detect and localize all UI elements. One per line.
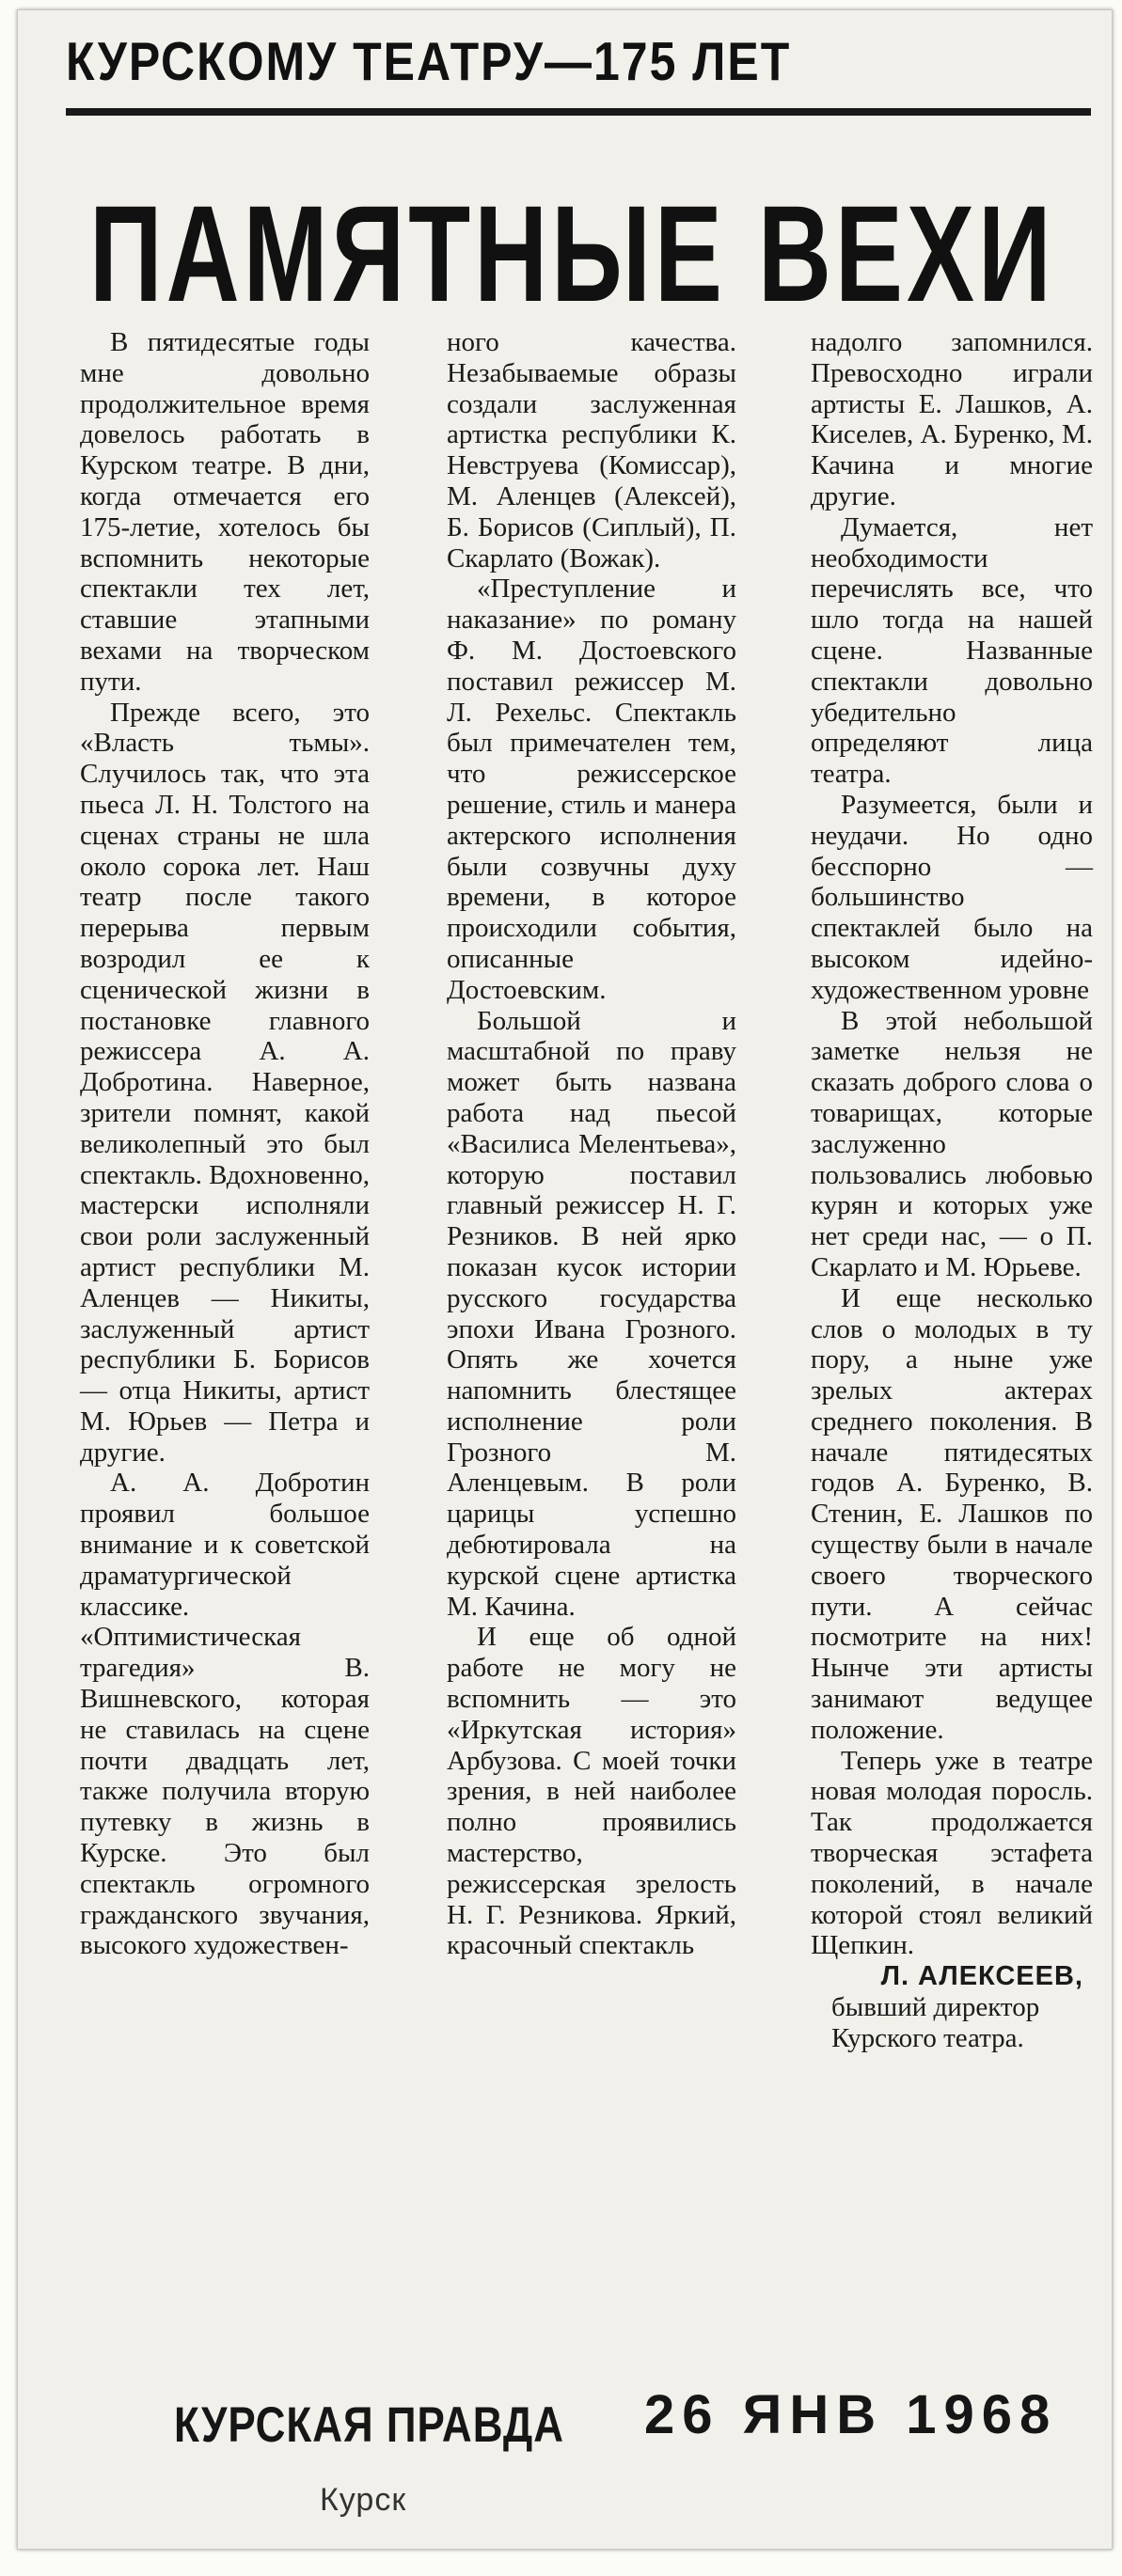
- paragraph: В пятидесятые годы мне довольно продолжительное время довелось работать в Курском театре. В дни, когда отмечается его 175-летие, хотелось бы вспомнить некоторые спектакли тех лет, ставшие этапными вехами на творческом пути.: [80, 327, 370, 697]
- article-column-2: [447, 327, 736, 1961]
- author-name: Л. АЛЕКСЕЕВ,: [880, 1961, 1083, 1992]
- paragraph: Теперь уже в театре новая молодая поросль. Так продолжается творческая эстафета поколений, в начале которой стоял великий Щепкин.: [811, 1745, 1093, 1961]
- paragraph: Большой и масштабной по праву может быть названа работа над пьесой «Василиса Мелентьева», которую поставил главный режиссер Н. Г. Резников. В ней ярко показан кусок истории русского государства эпохи Ивана Грозного. Опять же хочется напомнить блестящее исполнение роли Грозного М. Аленцевым. В роли царицы успешно дебютировала на курской сцене артистка М. Качина.: [447, 1005, 736, 1622]
- date-stamp: 26 ЯНВ 1968: [644, 2384, 1058, 2445]
- paragraph: И еще об одной работе не могу не вспомнить — это «Иркутская история» Арбузова. С моей точки зрения, в ней наиболее полно проявились мастерство, режиссерская зрелость Н. Г. Резникова. Яркий, красочный спектакль: [447, 1622, 736, 1961]
- article-column-1: [80, 327, 370, 1961]
- paragraph: надолго запомнился. Превосходно играли артисты Е. Лашков, А. Киселев, А. Буренко, М. Качина и многие другие.: [811, 327, 1093, 511]
- headline: ПАМЯТНЫЕ ВЕХИ: [89, 176, 1055, 331]
- paragraph: Прежде всего, это «Власть тьмы». Случилось так, что эта пьеса Л. Н. Толстого на сценах страны не шла около сорока лет. Наш театр после такого перерыва первым возродил ее к сценической жизни в постановке главного режиссера А. А. Добротина. Наверное, зрители помнят, какой великолепный это был спектакль. Вдохновенно, мастерски исполняли свои роли заслуженный артист республики М. Аленцев — Никиты, заслуженный артист республики Б. Борисов — отца Никиты, артист М. Юрьев — Петра и другие.: [80, 697, 371, 1468]
- paragraph: «Преступление и наказание» по роману Ф. М. Достоевского поставил режиссер М. Л. Рехельс. Спектакль был примечателен тем, что режиссерское решение, стиль и манера актерского исполнения были созвучны духу времени, в которое происходили события, описанные Достоевским.: [447, 573, 736, 1005]
- city-stamp: Курск: [320, 2482, 407, 2518]
- paragraph: В этой небольшой заметке нельзя не сказать доброго слова о товарищах, которые заслуженно пользовались любовью курян и которых уже нет среди нас, — о П. Скарлато и М. Юрьеве.: [811, 1005, 1093, 1282]
- paragraph: ного качества. Незабываемые образы создали заслуженная артистка республики К. Невструева (Комиссар), М. Аленцев (Алексей), Б. Борисов (Сиплый), П. Скарлато (Вожак).: [447, 327, 736, 573]
- paragraph: А. А. Добротин проявил большое внимание и к советской драматургической классике. «Оптимистическая трагедия» В. Вишневского, которая не ставилась на сцене почти двадцать лет, также получила вторую путевку в жизнь в Курске. Это был спектакль огромного гражданского звучания, высокого художествен-: [80, 1468, 370, 1961]
- newspaper-name-stamp: КУРСКАЯ ПРАВДА: [174, 2397, 565, 2453]
- rubric-rule: [66, 108, 1091, 116]
- article-column-3: [811, 327, 1093, 2054]
- paragraph: И еще несколько слов о молодых в ту пору, а ныне уже зрелых актерах среднего поколения. В начале пятидесятых годов А. Буренко, В. Стенин, Е. Лашков по существу были в начале своего творческого пути. А сейчас посмотрите на них! Нынче эти артисты занимают ведущее положение.: [811, 1282, 1093, 1745]
- paragraph: Разумеется, были и неудачи. Но одно бесспорно — большинство спектаклей было на высоком идейно-художественном уровне: [811, 789, 1093, 1005]
- paragraph: Думается, нет необходимости перечислять все, что шло тогда на нашей сцене. Названные спектакли довольно убедительно определяют лица театра.: [811, 511, 1093, 790]
- author-role: бывший директор Курского театра.: [831, 1992, 1040, 2053]
- rubric-title: КУРСКОМУ ТЕАТРУ—175 ЛЕТ: [66, 31, 792, 92]
